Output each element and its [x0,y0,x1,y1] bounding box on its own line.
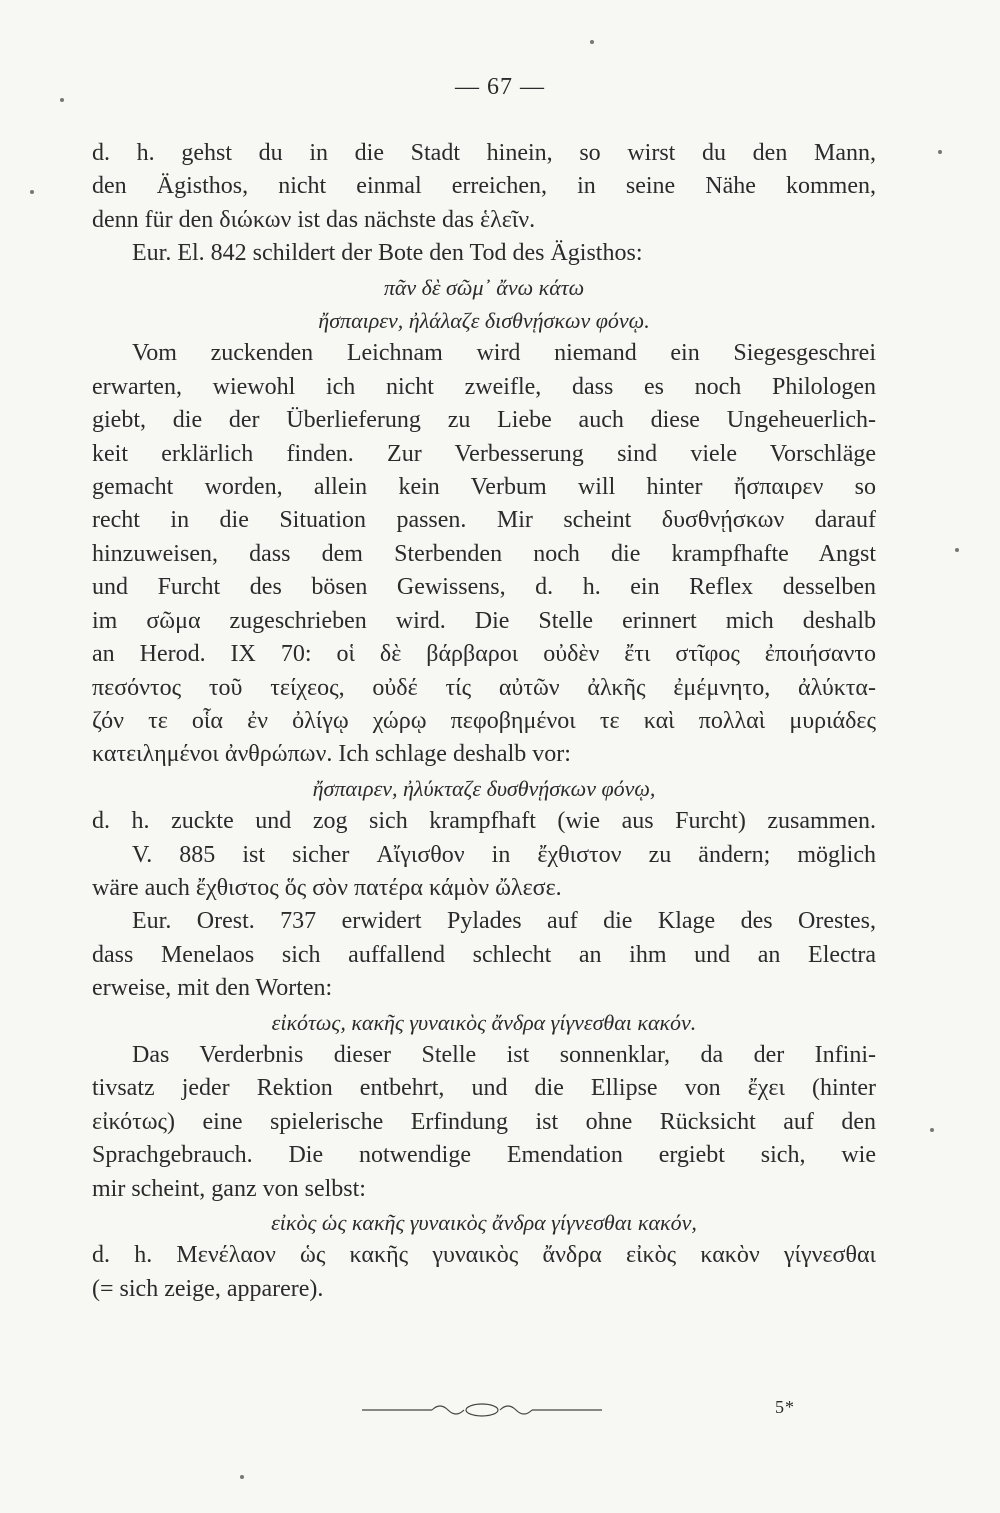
text-line: denn für den διώκων ist das nächste das ἑλεῖν. [92,206,536,233]
text-line: gemacht worden, allein kein Verbum will hinter ἤσπαιρεν so [92,474,876,501]
text-line: d. h. zuckte und zog sich krampfhaft (wie aus Furcht) zusammen. [92,808,876,835]
text-line: giebt, die der Überlieferung zu Liebe auch diese Ungeheuerlich- [92,407,876,434]
text-line: (= sich zeige, apparere). [92,1275,324,1302]
verse-line: εἰκότως, κακῆς γυναικὸς ἄνδρα γίγνεσθαι κακόν. [271,1009,697,1035]
text-line: recht in die Situation passen. Mir scheint δυσθνῄσκων darauf [92,507,876,534]
text-line: tivsatz jeder Rektion entbehrt, und die Ellipse von ἔχει (hinter [92,1075,876,1102]
body-text [92,137,876,1306]
text-line: hinzuweisen, dass dem Sterbenden noch die krampfhafte Angst [92,540,876,567]
text-line: dass Menelaos sich auffallend schlecht an ihm und an Electra [92,941,876,968]
text-line: erwarten, wiewohl ich nicht zweifle, dass es noch Philologen [92,373,876,400]
print-speck [60,98,64,102]
text-line: erweise, mit den Worten: [92,975,333,1002]
text-line: wäre auch ἔχθιστος ὅς σὸν πατέρα κάμὸν ὤλεσε. [92,874,562,901]
text-line: εἰκότως) eine spielerische Erfindung ist ohne Rücksicht auf den [92,1108,876,1135]
text-line: und Furcht des bösen Gewissens, d. h. ein Reflex desselben [92,574,876,601]
signature-mark: 5* [775,1397,795,1417]
page-number: — 67 — [455,74,545,100]
text-line: Das Verderbnis dieser Stelle ist sonnenklar, da der Infini- [132,1041,876,1068]
verse-line: ἤσπαιρεν, ἠλύκταζε δυσθνῄσκων φόνῳ, [312,775,656,801]
text-line: im σῶμα zugeschrieben wird. Die Stelle erinnert mich deshalb [92,607,876,634]
verse-line: ἤσπαιρεν, ἠλάλαζε δισθνῄσκων φόνῳ. [318,308,650,334]
print-speck [938,150,942,154]
verse-line: πᾶν δὲ σῶμ᾿ ἄνω κάτω [383,274,585,300]
print-speck [590,40,594,44]
text-line: an Herod. IX 70: οἱ δὲ βάρβαροι οὐδὲν ἔτι στῖφος ἐποιήσαντο [92,641,876,668]
text-line: V. 885 ist sicher Αἴγισθον in ἔχθιστον zu ändern; möglich [132,841,876,868]
print-speck [30,190,34,194]
text-line: κατειλημένοι ἀνθρώπων. Ich schlage deshalb vor: [92,741,571,768]
ornament-divider [362,1400,602,1420]
text-line: mir scheint, ganz von selbst: [92,1175,366,1202]
text-line: keit erklärlich finden. Zur Verbesserung sind viele Vorschläge [92,440,876,467]
verse-line: εἰκὸς ὡς κακῆς γυναικὸς ἄνδρα γίγνεσθαι κακόν, [271,1210,697,1235]
text-line: πεσόντος τοῦ τείχεος, οὐδέ τίς αὐτῶν ἀλκῆς ἐμέμνητο, ἀλύκτα- [92,674,876,701]
text-line: Eur. El. 842 schildert der Bote den Tod des Ägisthos: [132,240,643,267]
print-speck [930,1128,934,1132]
text-line: Sprachgebrauch. Die notwendige Emendation ergiebt sich, wie [92,1142,876,1169]
text-line: den Ägisthos, nicht einmal erreichen, in seine Nähe kommen, [92,173,876,200]
text-line: d. h. gehst du in die Stadt hinein, so wirst du den Mann, [92,140,876,166]
print-speck [240,1475,244,1479]
text-line: Eur. Orest. 737 erwidert Pylades auf die Klage des Orestes, [132,908,876,935]
text-line: Vom zuckenden Leichnam wird niemand ein Siegesgeschrei [132,340,876,367]
print-speck [955,548,959,552]
text-line: ζόν τε οἷα ἐν ὀλίγῳ χώρῳ πεφοβημένοι τε καὶ πολλαὶ μυριάδες [92,707,876,734]
text-line: d. h. Μενέλαον ὡς κακῆς γυναικὸς ἄνδρα εἰκὸς κακὸν γίγνεσθαι [92,1242,876,1269]
